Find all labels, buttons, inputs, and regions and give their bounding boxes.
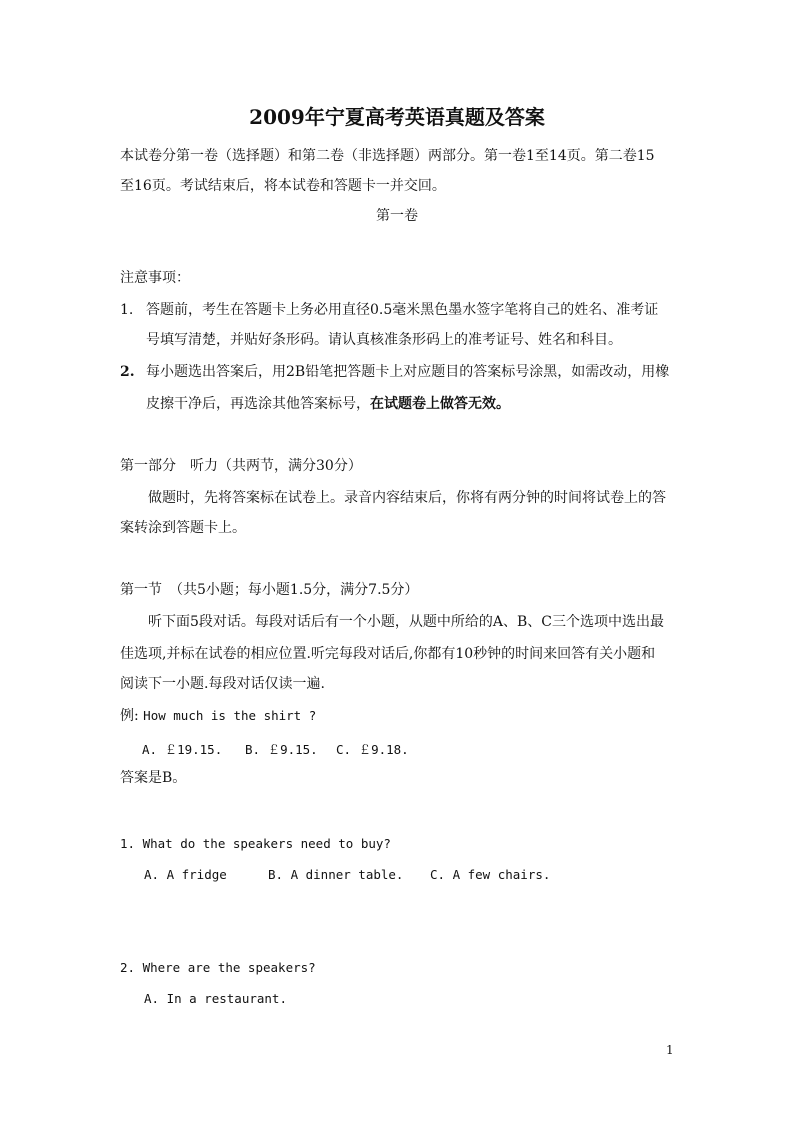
page-title: 2009年宁夏高考英语真题及答案: [249, 105, 545, 129]
part-1-instruction-line-1: 做题时，先将答案标在试卷上。录音内容结束后，你将有两分钟的时间将试卷上的答: [148, 490, 666, 506]
question-1-option-a: A. A fridge: [144, 867, 227, 882]
notes-heading: 注意事项：: [120, 270, 190, 286]
example-question-text: How much is the shirt ?: [143, 708, 317, 723]
question-1-option-c: C. A few chairs.: [430, 867, 551, 882]
section-1-instruction-line-2: 佳选项,并标在试卷的相应位置.听完每段对话后,你都有10秒钟的时间来回答有关小题和: [120, 646, 656, 662]
note-2-line-2-plain: 皮擦干净后，再选涂其他答案标号，: [146, 396, 370, 412]
example-prefix: 例:: [120, 708, 144, 724]
question-2-option-a: A. In a restaurant.: [144, 991, 287, 1006]
note-2-line-1: 每小题选出答案后，用2B铅笔把答题卡上对应题目的答案标号涂黑，如需改动，用橡: [146, 364, 670, 380]
intro-line-1: 本试卷分第一卷（选择题）和第二卷（非选择题）两部分。第一卷1至14页。第二卷15: [120, 148, 655, 164]
question-1-stem: 1. What do the speakers need to buy?: [120, 836, 391, 851]
example-answer: 答案是B。: [120, 770, 187, 786]
note-2-number: 2.: [120, 364, 135, 380]
section-1-instruction-line-1: 听下面5段对话。每段对话后有一个小题，从题中所给的A、B、C三个选项中选出最: [148, 614, 665, 630]
note-1-line-2: 号填写清楚，并贴好条形码。请认真核准条形码上的准考证号、姓名和科目。: [146, 332, 622, 348]
example-option-a: A. ￡19.15.: [142, 742, 223, 757]
part-1-heading: 第一部分 听力（共两节，满分30分）: [120, 458, 362, 474]
intro-line-2: 至16页。考试结束后，将本试卷和答题卡一并交回。: [120, 178, 446, 194]
page-number: 1: [666, 1043, 674, 1057]
note-2-line-2: [146, 394, 510, 414]
example-option-c: C. ￡9.18.: [336, 742, 409, 757]
note-1-number: 1.: [120, 302, 134, 318]
note-2-line-2-bold: 在试题卷上做答无效。: [370, 396, 510, 412]
section-1-instruction-line-3: 阅读下一小题.每段对话仅读一遍.: [120, 676, 325, 692]
note-1-line-1: 答题前，考生在答题卡上务必用直径0.5毫米黑色墨水签字笔将自己的姓名、准考证: [146, 302, 659, 318]
question-1-option-b: B. A dinner table.: [268, 867, 404, 882]
example-question: [120, 706, 316, 726]
question-2-stem: 2. Where are the speakers?: [120, 960, 316, 975]
volume-heading: 第一卷: [376, 208, 418, 224]
example-option-b: B. ￡9.15.: [245, 742, 318, 757]
section-1-heading: 第一节 （共5小题；每小题1.5分，满分7.5分）: [120, 582, 419, 598]
part-1-instruction-line-2: 案转涂到答题卡上。: [120, 520, 246, 536]
